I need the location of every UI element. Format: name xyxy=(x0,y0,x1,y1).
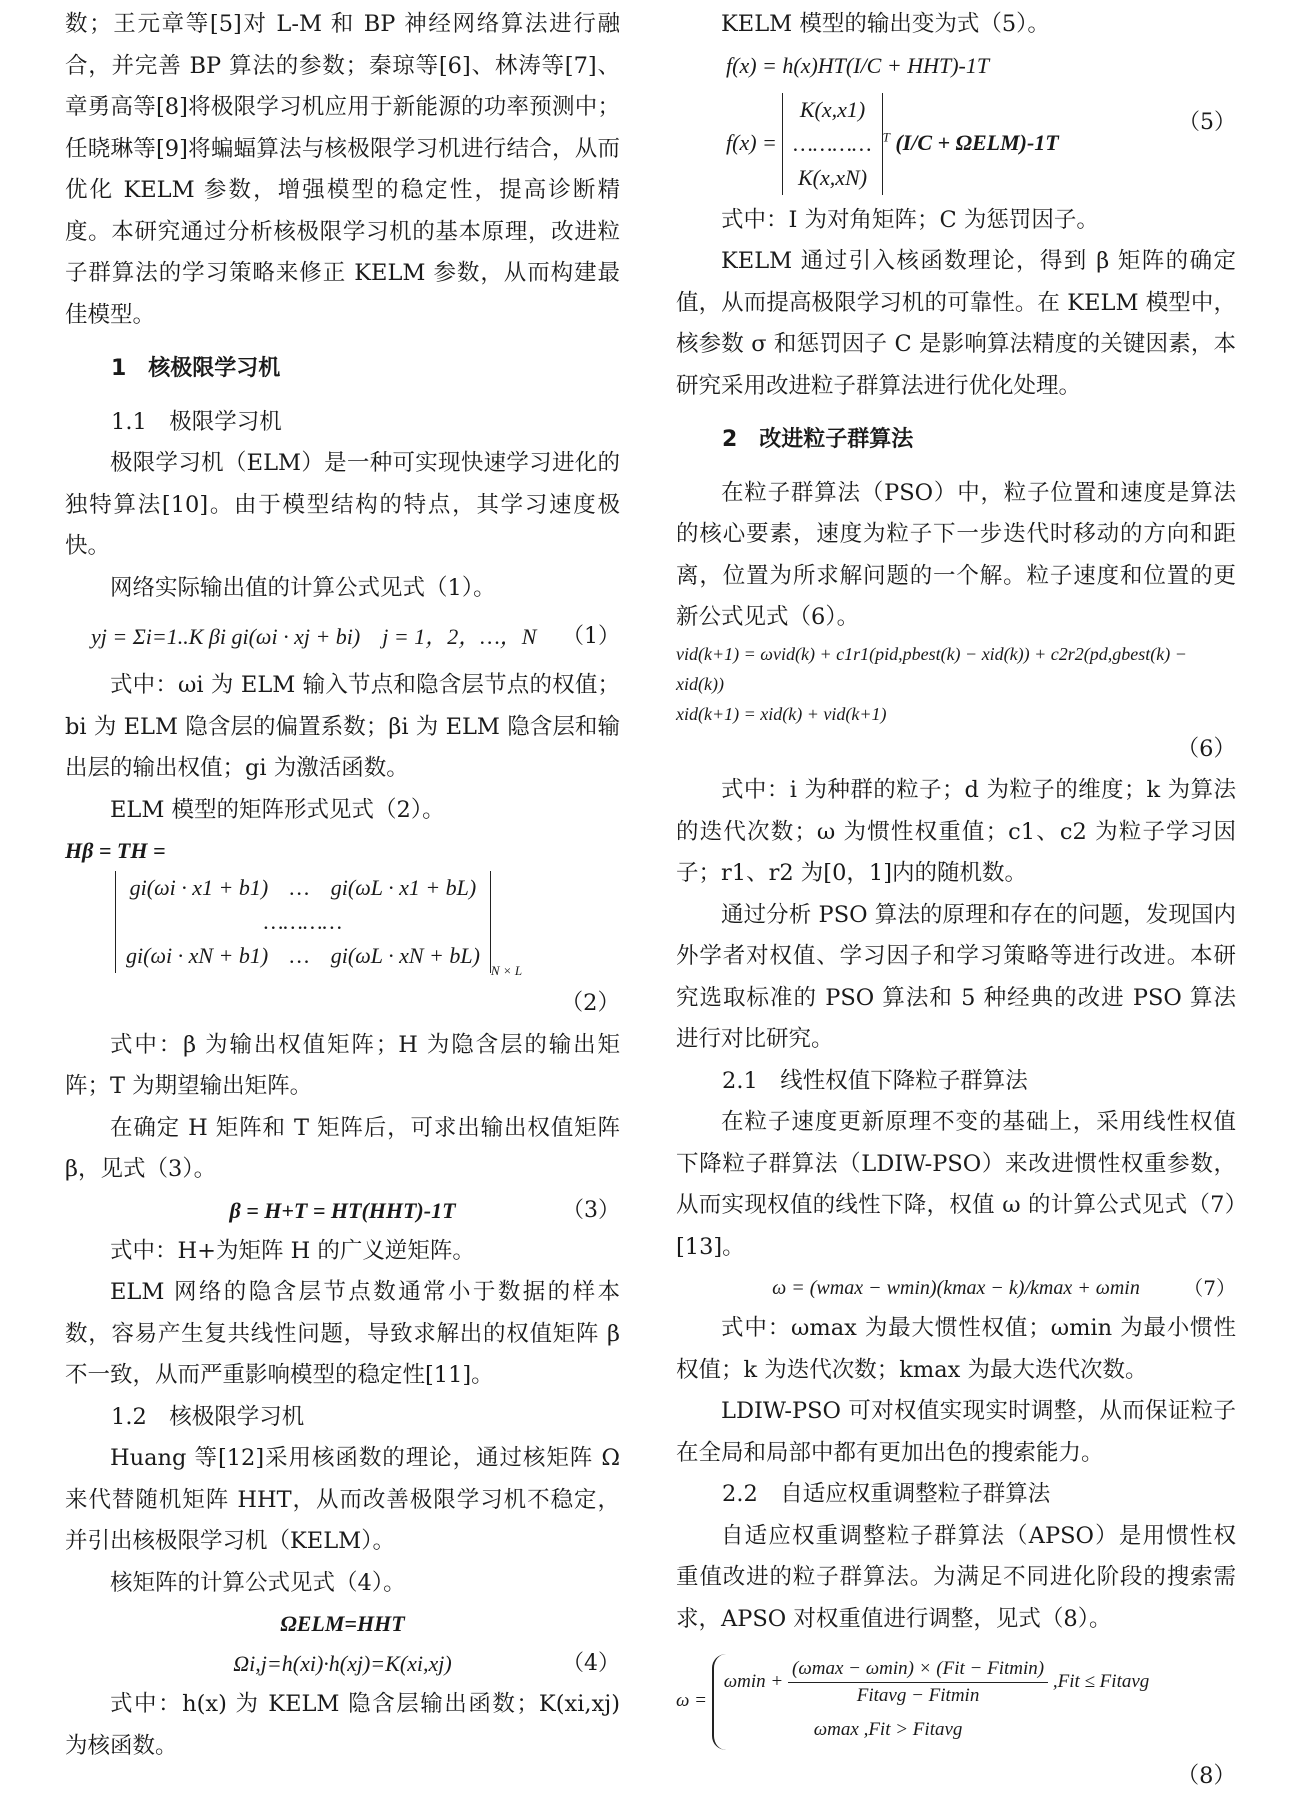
paragraph: 式中：i 为种群的粒子；d 为粒子的维度；k 为算法的迭代次数；ω 为惯性权重值；c1、c2 为粒子学习因子；r1、r2 为[0，1]内的随机数。 xyxy=(676,777,1236,886)
equation-body: ω = (wmax − wmin)(kmax − k)/kmax + ωmin xyxy=(772,1277,1140,1299)
equation-2 xyxy=(65,831,620,871)
matrix-cell: ………… xyxy=(793,131,872,157)
equation-number: （3） xyxy=(562,1197,620,1223)
subsection-heading: 1.2 核极限学习机 xyxy=(111,1403,305,1430)
paragraph: 数；王元章等[5]对 L-M 和 BP 神经网络算法进行融合，并完善 BP 算法的参数；秦琼等[6]、林涛等[7]、章勇高等[8]将极限学习机应用于新能源的功率预测中；任晓琳等[9]将蝙蝠算法与核极限学习机进行结合，从而优化 KELM 参数，增强模型的稳定性，提高诊断精度。本研究通过分析核极限学习机的基本原理，改进粒子群算法的学习策略来修正 KELM 参数，从而构建最佳模型。 xyxy=(65,11,620,328)
paragraph: 式中：I 为对角矩阵；C 为惩罚因子。 xyxy=(721,206,1099,233)
paragraph: ELM 模型的矩阵形式见式（2）。 xyxy=(110,796,445,823)
equation-head: Hβ = TH = xyxy=(65,838,166,863)
matrix-cell: … xyxy=(289,875,310,900)
paragraph: 通过分析 PSO 算法的原理和存在的问题，发现国内外学者对权值、学习因子和学习策略等进行改进。本研究选取标准的 PSO 算法和 5 种经典的改进 PSO 算法进行对比研究。 xyxy=(676,901,1236,1052)
matrix-cell: … xyxy=(289,943,310,968)
equation-8 xyxy=(676,1646,1236,1756)
equation-number: （7） xyxy=(1183,1276,1236,1300)
paragraph: Huang 等[12]采用核函数的理论，通过核矩阵 Ω 来代替随机矩阵 HHT，从而改善极限学习机不稳定，并引出核极限学习机（KELM）。 xyxy=(65,1445,620,1554)
equation-6b xyxy=(676,699,1236,729)
equation-3 xyxy=(65,1191,620,1231)
equation-5b: f(x) = K(x,x1) ………… K(x,xN) $^T$ (I/C + ΩELM)-1T （5） xyxy=(676,86,1236,200)
equation-4b xyxy=(65,1644,620,1684)
paragraph: KELM 通过引入核函数理论，得到 β 矩阵的确定值，从而提高极限学习机的可靠性。在 KELM 模型中，核参数 σ 和惩罚因子 C 是影响算法精度的关键因素，本研究采用改进粒子群算法进行优化处理。 xyxy=(676,248,1236,399)
equation-number: （6） xyxy=(1176,735,1236,762)
section-heading: 2 改进粒子群算法 xyxy=(722,427,914,452)
matrix xyxy=(115,871,491,973)
case-2: ωmax ,Fit > Fitavg xyxy=(813,1718,963,1740)
paragraph: 在确定 H 矩阵和 T 矩阵后，可求出输出权值矩阵 β，见式（3）。 xyxy=(65,1114,620,1182)
subsection-heading: 1.1 极限学习机 xyxy=(111,408,282,435)
case-1-condition: ,Fit ≤ Fitavg xyxy=(1052,1670,1150,1692)
paragraph: 在粒子群算法（PSO）中，粒子位置和速度是算法的核心要素，速度为粒子下一步迭代时移动的方向和距离，位置为所求解问题的一个解。粒子速度和位置的更新公式见式（6）。 xyxy=(676,479,1236,630)
equation-5a xyxy=(676,46,1236,86)
equation-1 xyxy=(65,609,620,665)
right-column xyxy=(676,0,1236,1798)
matrix-cell: gi(ωL · x1 + bL) xyxy=(330,875,477,900)
equation-body: Ωi,j=h(xi)·h(xj)=K(xi,xj) xyxy=(233,1651,452,1676)
left-column xyxy=(65,0,620,1767)
piecewise-cases xyxy=(712,1654,1150,1750)
paragraph: 式中：h(x) 为 KELM 隐含层输出函数；K(xi,xj) 为核函数。 xyxy=(65,1691,620,1759)
equation-body: ΩELM=HHT xyxy=(280,1611,405,1636)
matrix-cell: K(x,x1) xyxy=(799,97,866,123)
fraction-denominator: Fitavg − Fitmin xyxy=(856,1684,980,1706)
fraction-numerator: (ωmax − ωmin) × (Fit − Fitmin) xyxy=(788,1656,1048,1683)
paragraph: 式中：ωmax 为最大惯性权值；ωmin 为最小惯性权值；k 为迭代次数；kmax 为最大迭代次数。 xyxy=(676,1315,1236,1383)
equation-number: （4） xyxy=(562,1651,620,1676)
subsection-heading: 2.2 自适应权重调整粒子群算法 xyxy=(722,1481,1051,1507)
paragraph: 式中：β 为输出权值矩阵；H 为隐含层的输出矩阵；T 为期望输出矩阵。 xyxy=(65,1031,620,1099)
subsection-heading: 2.1 线性权值下降粒子群算法 xyxy=(722,1067,1028,1094)
matrix-cell: gi(ωi · x1 + b1) xyxy=(129,875,269,900)
equation-2-matrix xyxy=(65,871,620,983)
equation-6a xyxy=(676,639,1236,699)
matrix-cell: gi(ωi · xN + b1) xyxy=(126,943,269,968)
paragraph: 自适应权重调整粒子群算法（APSO）是用惯性权重值改进的粒子群算法。为满足不同进化阶段的搜索需求，APSO 对权重值进行调整，见式（8）。 xyxy=(676,1522,1236,1632)
kernel-matrix xyxy=(782,93,882,195)
paragraph: 核矩阵的计算公式见式（4）。 xyxy=(110,1569,406,1596)
fraction xyxy=(788,1656,1048,1709)
equation-number: （5） xyxy=(1178,109,1236,135)
equation-7 xyxy=(676,1268,1236,1308)
paragraph: LDIW-PSO 可对权值实现实时调整，从而保证粒子在全局和局部中都有更加出色的搜索能力。 xyxy=(676,1398,1236,1466)
equation-body: xid(k+1) = xid(k) + vid(k+1) xyxy=(676,703,887,724)
equation-body: yj = Σi=1..K βi gi(ωi · xj + bi) j = 1，2，…，N xyxy=(91,624,537,649)
matrix-dimension: N × L xyxy=(490,963,523,979)
equation-number: （1） xyxy=(562,624,620,649)
matrix-cell: gi(ωL · xN + bL) xyxy=(330,943,480,968)
matrix-cell: ………… xyxy=(263,909,343,934)
equation-lhs: ω = xyxy=(676,1690,707,1711)
paragraph: 式中：ωi 为 ELM 输入节点和隐含层节点的权值；bi 为 ELM 隐含层的偏置系数；βi 为 ELM 隐含层和输出层的输出权值；gi 为激活函数。 xyxy=(65,672,620,781)
paragraph: 极限学习机（ELM）是一种可实现快速学习进化的独特算法[10]。由于模型结构的特点，其学习速度极快。 xyxy=(65,450,620,559)
paragraph: KELM 模型的输出变为式（5）。 xyxy=(721,11,1050,37)
paragraph: 式中：H+为矩阵 H 的广义逆矩阵。 xyxy=(110,1237,475,1264)
equation-body: β = H+T = HT(HHT)-1T xyxy=(229,1197,456,1223)
matrix-cell: K(x,xN) xyxy=(797,165,868,191)
equation-tail: (I/C + ΩELM)-1T xyxy=(895,129,1059,155)
paragraph: ELM 网络的隐含层节点数通常小于数据的样本数，容易产生复共线性问题，导致求解出的权值矩阵 β 不一致，从而严重影响模型的稳定性[11]。 xyxy=(65,1279,620,1388)
equation-number: （8） xyxy=(1176,1763,1236,1789)
case-1-prefix: ωmin + xyxy=(723,1670,784,1692)
paragraph: 网络实际输出值的计算公式见式（1）。 xyxy=(110,574,496,601)
paragraph: 在粒子速度更新原理不变的基础上，采用线性权值下降粒子群算法（LDIW-PSO）来改进惯性权重参数，从而实现权值的线性下降，权值 ω 的计算公式见式（7）[13]。 xyxy=(676,1109,1236,1260)
equation-4a xyxy=(65,1604,620,1644)
equation-number: （2） xyxy=(560,990,620,1016)
equation-body: f(x) = h(x)HT(I/C + HHT)-1T xyxy=(726,52,990,78)
section-heading: 1 核极限学习机 xyxy=(111,356,281,381)
equation-body: vid(k+1) = ωvid(k) + c1r1(pid,pbest(k) − xid(k)) + c2r2(pd,gbest(k) − xid(k)) xyxy=(676,643,1187,694)
